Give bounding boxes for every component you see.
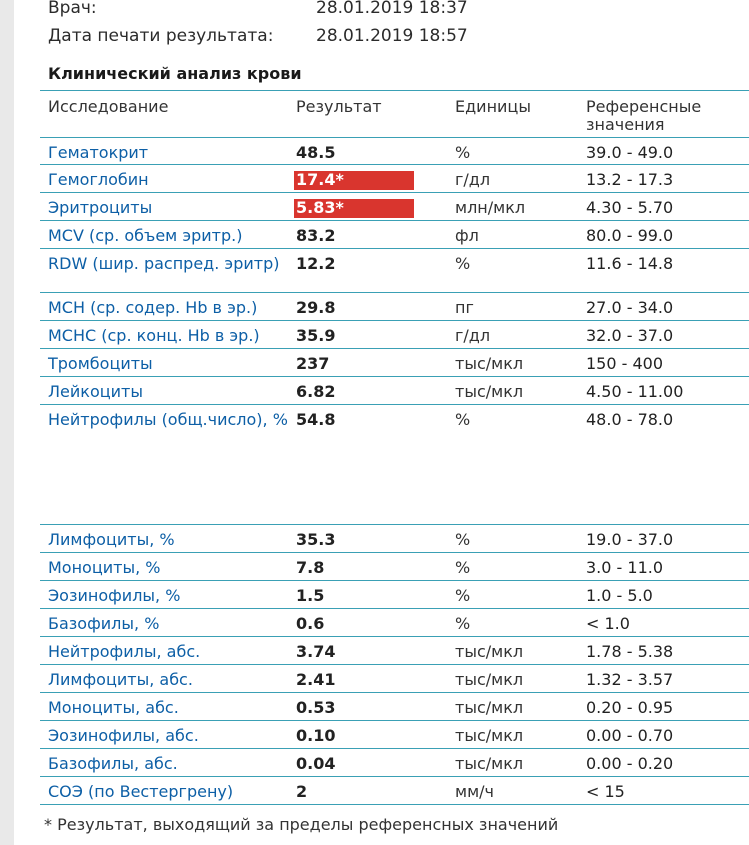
result-value-flagged: 17.4*: [294, 171, 414, 190]
units-value: %: [455, 614, 471, 633]
row-divider: [40, 320, 749, 321]
units-value: %: [455, 586, 471, 605]
row-divider: [40, 692, 749, 693]
test-name: Моноциты, %: [48, 558, 161, 577]
test-name: Нейтрофилы (общ.число), %: [48, 410, 288, 429]
result-value: 29.8: [296, 298, 336, 317]
row-divider: [40, 748, 749, 749]
test-name: MCH (ср. содер. Hb в эр.): [48, 298, 258, 317]
test-name: Эритроциты: [48, 198, 153, 217]
units-value: тыс/мкл: [455, 698, 524, 717]
test-name: Моноциты, абс.: [48, 698, 179, 717]
test-name: Лейкоциты: [48, 382, 143, 401]
row-divider: [40, 664, 749, 665]
doctor-row: [48, 0, 468, 18]
result-value: 0.10: [296, 726, 336, 745]
units-value: тыс/мкл: [455, 382, 524, 401]
row-divider: [40, 376, 749, 377]
reference-range: 4.50 - 11.00: [586, 382, 684, 401]
test-name: Базофилы, абс.: [48, 754, 178, 773]
row-divider: [40, 552, 749, 553]
result-value: 35.3: [296, 530, 336, 549]
units-value: г/дл: [455, 326, 491, 345]
result-value: 0.53: [296, 698, 336, 717]
result-value: 2: [296, 782, 308, 801]
result-value: 6.82: [296, 382, 336, 401]
units-value: мм/ч: [455, 782, 494, 801]
result-value: 2.41: [296, 670, 336, 689]
units-value: тыс/мкл: [455, 642, 524, 661]
reference-range: 11.6 - 14.8: [586, 254, 674, 273]
test-name: Нейтрофилы, абс.: [48, 642, 201, 661]
column-header-reference-line1: Референсные: [586, 97, 702, 116]
reference-range: 0.20 - 0.95: [586, 698, 674, 717]
reference-range: 13.2 - 17.3: [586, 170, 674, 189]
column-header-reference: [586, 98, 701, 134]
reference-range: 32.0 - 37.0: [586, 326, 674, 345]
print-date-value: 28.01.2019 18:57: [316, 26, 468, 46]
reference-range: 48.0 - 78.0: [586, 410, 674, 429]
result-value: 237: [296, 354, 330, 373]
reference-range: 4.30 - 5.70: [586, 198, 674, 217]
test-name: СОЭ (по Вестергрену): [48, 782, 234, 801]
result-value-flagged: 5.83*: [294, 199, 414, 218]
units-value: тыс/мкл: [455, 754, 524, 773]
units-value: %: [455, 530, 471, 549]
row-divider: [40, 137, 749, 138]
test-name: Эозинофилы, %: [48, 586, 181, 605]
doctor-label: Врач:: [48, 0, 97, 18]
result-value: 3.74: [296, 642, 336, 661]
reference-range: 27.0 - 34.0: [586, 298, 674, 317]
row-divider: [40, 776, 749, 777]
column-header-test: Исследование: [48, 97, 169, 116]
result-value: 48.5: [296, 143, 336, 162]
print-date-label: Дата печати результата:: [48, 26, 274, 46]
table-bottom-rule: [40, 804, 749, 805]
test-name: Эозинофилы, абс.: [48, 726, 199, 745]
reference-range: < 1.0: [586, 614, 630, 633]
result-value: 54.8: [296, 410, 336, 429]
row-divider: [40, 580, 749, 581]
test-name: Гемоглобин: [48, 170, 149, 189]
reference-range: 39.0 - 49.0: [586, 143, 674, 162]
reference-range: 80.0 - 99.0: [586, 226, 674, 245]
reference-range: 1.32 - 3.57: [586, 670, 674, 689]
test-name: RDW (шир. распред. эритр): [48, 254, 280, 273]
result-value: 83.2: [296, 226, 336, 245]
reference-range: 3.0 - 11.0: [586, 558, 664, 577]
table-top-rule: [40, 90, 749, 91]
test-name: Гематокрит: [48, 143, 149, 162]
row-divider: [40, 524, 749, 525]
units-value: тыс/мкл: [455, 670, 524, 689]
reference-range: 150 - 400: [586, 354, 664, 373]
page-left-margin: [0, 0, 14, 845]
row-divider: [40, 720, 749, 721]
row-divider: [40, 404, 749, 405]
units-value: млн/мкл: [455, 198, 526, 217]
reference-range: 1.0 - 5.0: [586, 586, 653, 605]
units-value: тыс/мкл: [455, 726, 524, 745]
test-name: Тромбоциты: [48, 354, 153, 373]
reference-range: 19.0 - 37.0: [586, 530, 674, 549]
reference-range: 0.00 - 0.20: [586, 754, 674, 773]
row-divider: [40, 164, 749, 165]
row-divider: [40, 636, 749, 637]
result-value: 7.8: [296, 558, 325, 577]
test-name: Базофилы, %: [48, 614, 160, 633]
reference-range: 0.00 - 0.70: [586, 726, 674, 745]
row-divider: [40, 608, 749, 609]
units-value: %: [455, 410, 471, 429]
row-divider: [40, 192, 749, 193]
row-divider: [40, 248, 749, 249]
test-name: MCV (ср. объем эритр.): [48, 226, 243, 245]
row-divider: [40, 220, 749, 221]
units-value: %: [455, 143, 471, 162]
units-value: тыс/мкл: [455, 354, 524, 373]
column-header-result: Результат: [296, 97, 382, 116]
doctor-value: 28.01.2019 18:37: [316, 0, 468, 18]
units-value: %: [455, 254, 471, 273]
reference-range: 1.78 - 5.38: [586, 642, 674, 661]
reference-range: < 15: [586, 782, 625, 801]
result-value: 35.9: [296, 326, 336, 345]
column-header-units: Единицы: [455, 97, 531, 116]
test-name: Лимфоциты, %: [48, 530, 175, 549]
section-title: Клинический анализ крови: [48, 64, 302, 83]
result-value: 12.2: [296, 254, 336, 273]
test-name: Лимфоциты, абс.: [48, 670, 193, 689]
result-value: 1.5: [296, 586, 325, 605]
row-divider: [40, 348, 749, 349]
units-value: г/дл: [455, 170, 491, 189]
row-divider: [40, 292, 749, 293]
units-value: %: [455, 558, 471, 577]
units-value: пг: [455, 298, 474, 317]
test-name: MCHC (ср. конц. Hb в эр.): [48, 326, 260, 345]
units-value: фл: [455, 226, 479, 245]
footnote: * Результат, выходящий за пределы референсных значений: [44, 815, 559, 834]
column-header-reference-line2: значения: [586, 115, 665, 134]
print-date-row: [48, 26, 468, 46]
result-value: 0.6: [296, 614, 325, 633]
result-value: 0.04: [296, 754, 336, 773]
